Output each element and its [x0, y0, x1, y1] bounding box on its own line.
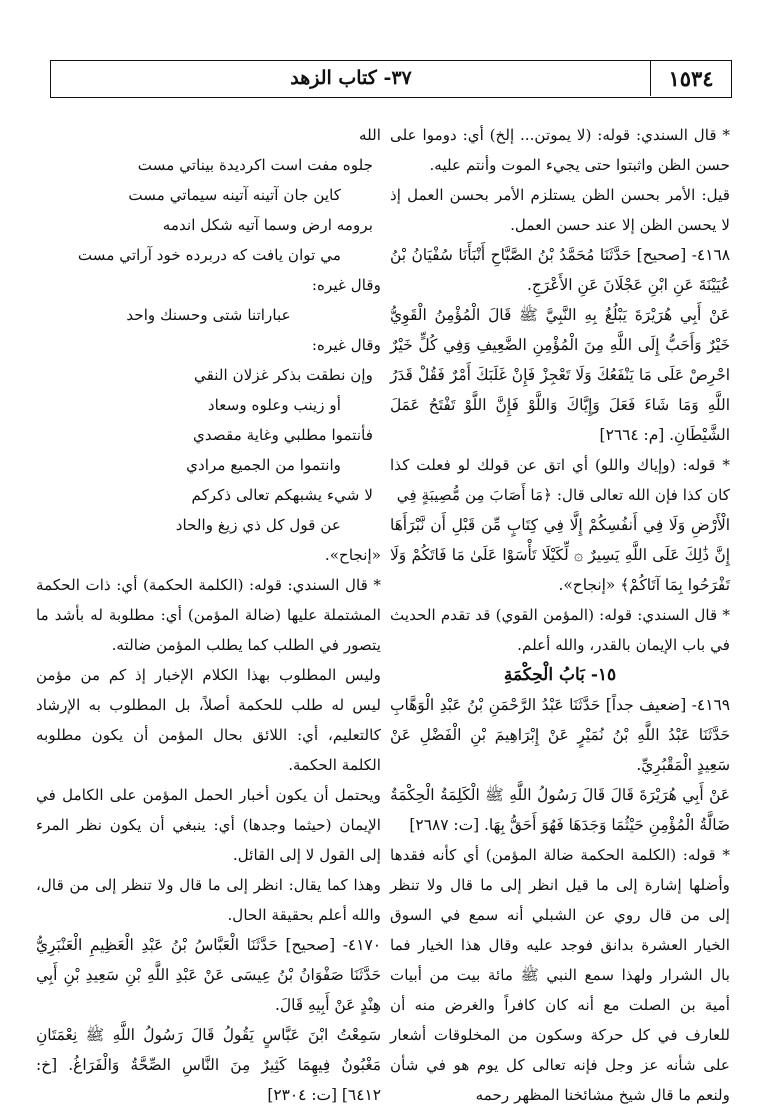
commentary-paragraph: قيل: الأمر بحسن الظن يستلزم الأمر بحسن العمل إذ لا يحسن الظن إلا عند حسن العمل.	[390, 186, 730, 234]
commentary-paragraph: * قوله: (الكلمة الحكمة ضالة المؤمن) أي كأنه فقدها وأضلها إشارة إلى ما قيل انظر إلى ما قال ولا تنظر إلى من قال روي عن الشبلي أنه سمع في السوق الخيار العشرة بدانق فوجد عليه وقال هذا الخيار فما بال الشرار ولهذا سمع النبي ﷺ مائة بيت من أبيات أمية بن الصلت مع أنه كان كافراً والغرض منه أن للعارف في كل حركة وسكون من المخلوقات أشعار على شأنه عز وجل فإنه تعالى كل يوم هو في شأن ولنعم ما قال شيخ مشائخنا المظهر رحمه	[390, 846, 730, 1104]
page-number: ١٥٣٤	[650, 61, 731, 96]
commentary-paragraph: * قال السندي: قوله: (المؤمن القوي) قد تقدم الحديث في باب الإيمان بالقدر، والله أعلم.	[390, 606, 730, 654]
commentary-label: وقال غيره:	[311, 276, 381, 294]
commentary-paragraph: * قوله: (وإياك واللو) أي اتق عن قولك لو فعلت كذا كان كذا فإن الله تعالى قال: ﴿مَا أَصَابَ مِن مُّصِيبَةٍ فِي	[390, 456, 730, 504]
commentary-paragraph: * قال السندي: قوله: (لا يموتن... إلخ) أي: دوموا على حسن الظن واثبتوا حتى يجيء الموت وأنتم عليه.	[390, 126, 730, 174]
poem-verse: مي توان يافت كه دربرده خود آراتي مست	[77, 246, 341, 264]
commentary-paragraph: وليس المطلوب بهذا الكلام الإخبار إذ كم من مؤمن ليس له طلب للحكمة أصلاً، بل المطلوب به الإرشاد كالتعليم، أي: اللائق بحال المؤمن أن يكون مطلوبه الكلمة الحكمة.	[36, 666, 381, 774]
commentary-paragraph: * قال السندي: قوله: (الكلمة الحكمة) أي: ذات الحكمة المشتملة عليها (ضالة المؤمن) أي: مطلوبة له بأشد ما يتصور في الطلب كما يطلب المؤمن ضالته.	[36, 576, 381, 654]
hadith-text: عَنْ أَبِي هُرَيْرَةَ يَبْلُغُ بِهِ النَّبِيَّ ﷺ قَالَ الْمُؤْمِنُ الْقَوِيُّ خَيْرٌ وَأَحَبُّ إِلَى اللَّهِ مِنَ الْمُؤْمِنِ الضَّعِيفِ وَفِي كُلٍّ خَيْرٌ احْرِصْ عَلَى مَا يَنْفَعُكَ وَلَا تَعْجِزْ فَإِنْ غَلَبَكَ أَمْرٌ فَقُلْ قَدَرُ اللَّهِ وَمَا شَاءَ فَعَلَ وَإِيَّاكَ وَاللَّوْ فَإِنَّ اللَّوْ تَفْتَحُ عَمَلَ الشَّيْطَانِ. [م: ٢٦٦٤]	[390, 306, 730, 444]
left-column	[36, 120, 381, 1110]
poem-verse: كاين جان آتينه آتينه سيماتي مست	[128, 186, 341, 204]
book-title: ٣٧- كتاب الزهد	[290, 67, 412, 89]
commentary-label: وقال غيره:	[311, 336, 381, 354]
poem-verse: وانتموا من الجميع مرادي	[186, 456, 341, 474]
hadith-isnad: ٤١٦٩- [ضعيف جداً] حَدَّثَنَا عَبْدُ الرَّحْمَنِ بْنُ عَبْدِ الْوَهَّابِ حَدَّثَنَا عَبْدُ اللَّهِ بْنُ نُمَيْرٍ عَنْ إِبْرَاهِيمَ بْنِ الْفَضْلِ عَنْ سَعِيدٍ الْمَقْبُرِيِّ.	[390, 696, 730, 774]
poem-verse: لا شيء يشبهكم تعالى ذكركم	[191, 486, 373, 504]
poem-verse: وإن نطقت بذكر غزلان النقي	[193, 366, 373, 384]
poem-verse: أو زينب وعلوه وسعاد	[207, 396, 341, 414]
right-column	[390, 120, 730, 1110]
poem-verse: فأنتموا مطلبي وغاية مقصدي	[192, 426, 373, 444]
commentary-paragraph: ويحتمل أن يكون أخبار الحمل المؤمن على الكامل في الإيمان (حيثما وجدها) أي: ينبغي أن يكون نظر المرء إلى القول لا إلى القائل.	[36, 786, 381, 864]
hadith-text: سَمِعْتُ ابْنَ عَبَّاسٍ يَقُولُ قَالَ رَسُولُ اللَّهِ ﷺ نِعْمَتَانِ مَغْبُونٌ فِيهِمَا كَثِيرٌ مِنَ النَّاسِ الصِّحَّةُ وَالْفَرَاغُ. [خ: ٦٤١٢] [ت: ٢٣٠٤]	[36, 1026, 381, 1104]
poem-verse: جلوه مفت است اكرديدة بيناتي مست	[137, 156, 373, 174]
hadith-isnad: ٤١٧٠- [صحيح] حَدَّثَنَا الْعَبَّاسُ بْنُ عَبْدِ الْعَظِيمِ الْعَنْبَرِيُّ حَدَّثَنَا صَفْوَانُ بْنُ عِيسَى عَنْ عَبْدِ اللَّهِ بْنِ سَعِيدِ بْنِ أَبِي هِنْدٍ عَنْ أَبِيهِ قَالَ.	[36, 936, 381, 1014]
hadith-isnad: ٤١٦٨- [صحيح] حَدَّثَنَا مُحَمَّدُ بْنُ الصَّبَّاحِ أَنْبَأَنَا سُفْيَانُ بْنُ عُيَيْنَةَ عَنِ ابْنِ عَجْلَانَ عَنِ الأَعْرَجِ.	[390, 246, 730, 294]
chapter-heading: ١٥- بَابُ الْحِكْمَةِ	[503, 665, 617, 685]
quran-quote: الْأَرْضِ وَلَا فِي أَنفُسِكُمْ إِلَّا فِي كِتَابٍ مِّن قَبْلِ أَن نَّبْرَأَهَا إِنَّ ذَٰلِكَ عَلَى اللَّهِ يَسِيرٌ ۞ لِّكَيْلَا تَأْسَوْا عَلَىٰ مَا فَاتَكُمْ وَلَا تَفْرَحُوا بِمَا آتَاكُمْ﴾ «إنجاح».	[390, 516, 730, 594]
hadith-text: عَنْ أَبِي هُرَيْرَةَ قَالَ قَالَ رَسُولُ اللَّهِ ﷺ الْكَلِمَةُ الْحِكْمَةُ ضَالَّةُ الْمُؤْمِنِ حَيْثُمَا وَجَدَهَا فَهُوَ أَحَقُّ بِهَا. [ت: ٢٦٨٧]	[390, 786, 730, 834]
commentary-paragraph: وهذا كما يقال: انظر إلى ما قال ولا تنظر إلى من قال، والله أعلم بحقيقة الحال.	[36, 876, 381, 924]
commentary-label: الله	[358, 126, 381, 144]
poem-verse: عباراتنا شتى وحسنك واحد	[126, 306, 291, 324]
poem-verse: برومه ارض وسما آتيه شكل اندمه	[162, 216, 373, 234]
commentary-label: «إنجاح».	[324, 546, 381, 564]
poem-verse: عن قول كل ذي زيغ والحاد	[175, 516, 341, 534]
page-header	[50, 60, 732, 98]
